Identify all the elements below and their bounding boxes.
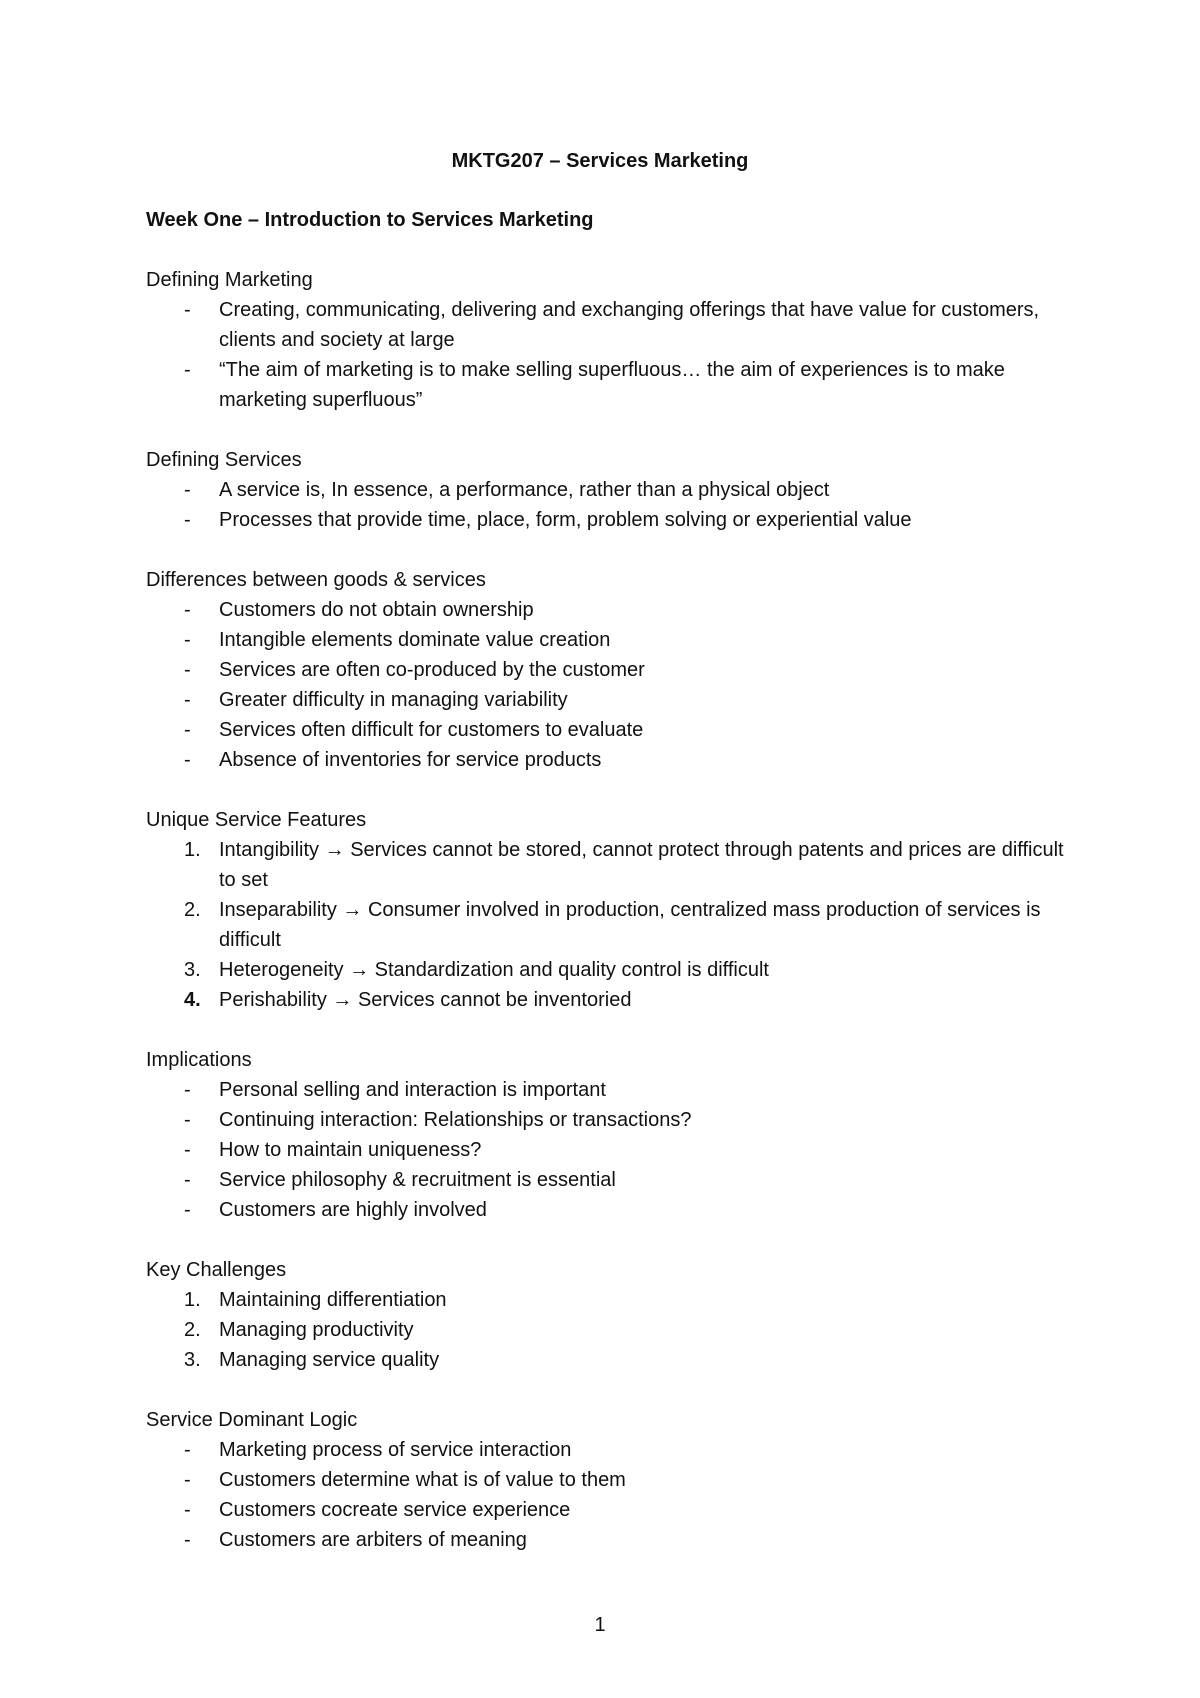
feature-term: Perishability [219, 989, 327, 1011]
list-item-text: Greater difficulty in managing variability [219, 689, 568, 711]
list-item-text: Customers are highly involved [219, 1199, 487, 1221]
number-marker: 3. [184, 959, 201, 981]
right-arrow-icon: → [349, 959, 370, 981]
numbered-list [146, 835, 1066, 1015]
list-item-text: Customers determine what is of value to them [219, 1469, 626, 1491]
list-item-text: Managing service quality [219, 1349, 440, 1371]
list-item-text: Services are often co-produced by the customer [219, 659, 645, 681]
list-item [146, 1075, 1066, 1105]
dash-marker: - [184, 1139, 191, 1161]
list-item-text: Customers do not obtain ownership [219, 599, 534, 621]
list-item [146, 595, 1066, 625]
number-marker: 1. [184, 1289, 201, 1311]
section-defining-marketing [146, 265, 1066, 415]
section-defining-services [146, 445, 1066, 535]
dash-marker: - [184, 599, 191, 621]
dash-marker: - [184, 1109, 191, 1131]
dash-marker: - [184, 359, 191, 381]
dash-marker: - [184, 1499, 191, 1521]
dash-marker: - [184, 479, 191, 501]
section-key-challenges [146, 1255, 1066, 1375]
dash-marker: - [184, 719, 191, 741]
feature-description: Services cannot be stored, cannot protect through patents and prices are difficult to set [219, 839, 1064, 891]
dash-marker: - [184, 1439, 191, 1461]
dash-marker: - [184, 1199, 191, 1221]
document-body [146, 205, 1066, 1585]
feature-description: Consumer involved in production, centralized mass production of services is difficult [219, 899, 1041, 951]
list-item [146, 625, 1066, 655]
list-item-text: Services often difficult for customers to evaluate [219, 719, 644, 741]
list-item-text: Intangible elements dominate value creation [219, 629, 611, 651]
section-heading: Unique Service Features [146, 809, 367, 831]
section-heading: Implications [146, 1049, 252, 1071]
dash-marker: - [184, 659, 191, 681]
section-heading: Differences between goods & services [146, 569, 486, 591]
bullet-list [146, 1075, 1066, 1225]
dash-marker: - [184, 689, 191, 711]
dash-marker: - [184, 1079, 191, 1101]
dash-marker: - [184, 1529, 191, 1551]
feature-term: Heterogeneity [219, 959, 344, 981]
list-item [146, 1285, 1066, 1315]
list-item-text: How to maintain uniqueness? [219, 1139, 482, 1161]
list-item-text: Customers cocreate service experience [219, 1499, 571, 1521]
section-heading: Key Challenges [146, 1259, 287, 1281]
feature-description: Services cannot be inventoried [357, 989, 632, 1011]
list-item [146, 1315, 1066, 1345]
list-item [146, 1345, 1066, 1375]
feature-item [146, 955, 1066, 985]
number-marker: 4. [184, 989, 201, 1011]
list-item-text: Creating, communicating, delivering and exchanging offerings that have value for customers, clients and society at large [219, 299, 1040, 351]
number-marker: 2. [184, 1319, 201, 1341]
list-item [146, 1105, 1066, 1135]
section-implications [146, 1045, 1066, 1225]
feature-item [146, 835, 1066, 895]
list-item [146, 1525, 1066, 1555]
list-item-text: Managing productivity [219, 1319, 414, 1341]
list-item-text: Processes that provide time, place, form, problem solving or experiential value [219, 509, 912, 531]
section-differences [146, 565, 1066, 775]
document-title: MKTG207 – Services Marketing [451, 150, 749, 172]
bullet-list [146, 475, 1066, 535]
dash-marker: - [184, 1169, 191, 1191]
number-marker: 2. [184, 899, 201, 921]
numbered-list [146, 1285, 1066, 1375]
bullet-list [146, 295, 1066, 415]
list-item-text: Maintaining differentiation [219, 1289, 447, 1311]
feature-item [146, 895, 1066, 955]
dash-marker: - [184, 749, 191, 771]
number-marker: 3. [184, 1349, 201, 1371]
list-item [146, 1495, 1066, 1525]
dash-marker: - [184, 1469, 191, 1491]
bullet-list [146, 1435, 1066, 1555]
feature-term: Inseparability [219, 899, 337, 921]
list-item [146, 505, 1066, 535]
section-service-dominant-logic [146, 1405, 1066, 1555]
list-item-text: Continuing interaction: Relationships or transactions? [219, 1109, 692, 1131]
dash-marker: - [184, 509, 191, 531]
list-item [146, 475, 1066, 505]
list-item [146, 1195, 1066, 1225]
week-heading: Week One – Introduction to Services Marketing [146, 209, 594, 231]
list-item-text: A service is, In essence, a performance, rather than a physical object [219, 479, 830, 501]
section-heading: Defining Services [146, 449, 302, 471]
list-item-text: Personal selling and interaction is important [219, 1079, 606, 1101]
feature-description: Standardization and quality control is difficult [374, 959, 769, 981]
page-number: 1 [594, 1614, 606, 1636]
list-item-text: Service philosophy & recruitment is essential [219, 1169, 616, 1191]
list-item [146, 1135, 1066, 1165]
list-item [146, 745, 1066, 775]
list-item [146, 655, 1066, 685]
list-item [146, 685, 1066, 715]
list-item [146, 1435, 1066, 1465]
list-item-text: Absence of inventories for service products [219, 749, 602, 771]
section-heading: Service Dominant Logic [146, 1409, 358, 1431]
bullet-list [146, 595, 1066, 775]
list-item-text: Marketing process of service interaction [219, 1439, 572, 1461]
list-item-text: Customers are arbiters of meaning [219, 1529, 527, 1551]
right-arrow-icon: → [342, 899, 363, 921]
feature-term: Intangibility [219, 839, 320, 861]
list-item [146, 1465, 1066, 1495]
list-item [146, 715, 1066, 745]
feature-item [146, 985, 1066, 1015]
section-heading: Defining Marketing [146, 269, 313, 291]
list-item [146, 1165, 1066, 1195]
section-unique-features [146, 805, 1066, 1015]
right-arrow-icon: → [332, 989, 353, 1011]
dash-marker: - [184, 299, 191, 321]
right-arrow-icon: → [324, 839, 345, 861]
number-marker: 1. [184, 839, 201, 861]
list-item-text: “The aim of marketing is to make selling superfluous… the aim of experiences is to make marketing superfluous” [219, 359, 1005, 411]
list-item [146, 355, 1066, 415]
dash-marker: - [184, 629, 191, 651]
list-item [146, 295, 1066, 355]
